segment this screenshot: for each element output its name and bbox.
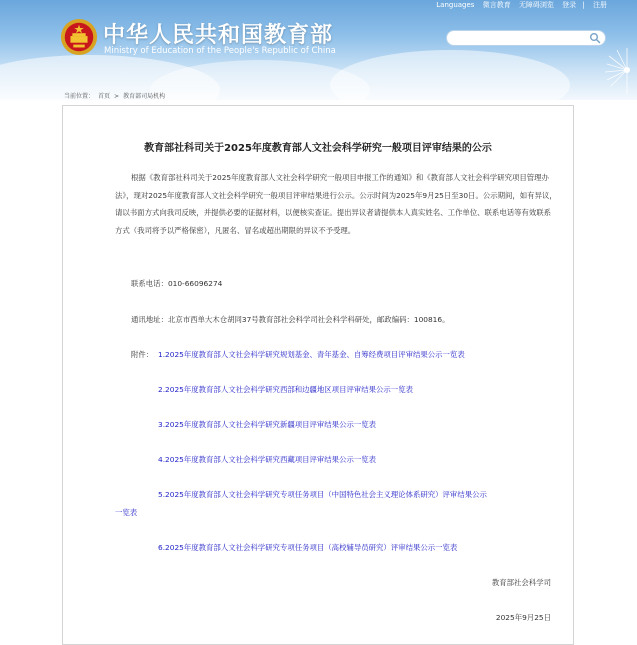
chevron-right-icon: > <box>114 93 120 100</box>
top-link-accessibility[interactable]: 无障碍浏览 <box>518 1 554 9</box>
article-title: 教育部社科司关于2025年度教育部人文社会科学研究一般项目评审结果的公示 <box>144 143 492 154</box>
search-input[interactable] <box>446 30 606 46</box>
breadcrumb-label: 当前位置： <box>64 93 95 100</box>
top-link-weiyan[interactable]: 微言教育 <box>482 1 511 9</box>
top-links <box>430 0 607 10</box>
site-subtitle: Ministry of Education of the People's Republic of China <box>104 46 336 56</box>
top-link-login[interactable]: 登录 <box>562 1 577 9</box>
cloud-decoration <box>330 50 570 100</box>
attachments-label: 附件： <box>131 350 154 359</box>
attachment-link-5[interactable]: 5.2025年度教育部人文社会科学研究专项任务项目（中国特色社会主义理论体系研究）评审结果公示 <box>158 490 487 499</box>
article-paragraph: 根据《教育部社科司关于2025年度教育部人文社会科学研究一般项目申报工作的通知》和《教育部人文社会科学研究项目管理办法》，现对2025年度教育部人文社会科学研究一般项目评审结果进行公示。公示时间为2025年9月25日至30日。公示期间，如有异议，请以书面方式向我司反映，并提供必要的证据材料，以便核实查证。提出异议者请提供本人真实姓名、工作单位、联系电话等有效联系方式（我司将予以严格保密），凡匿名、冒名或超出期限的异议不予受理。 <box>115 173 557 235</box>
publish-date: 2025年9月25日 <box>495 613 551 622</box>
attachment-link-5-continued[interactable]: 一览表 <box>115 508 138 517</box>
attachment-link-4[interactable]: 4.2025年度教育部人文社会科学研究西藏项目评审结果公示一览表 <box>158 455 377 464</box>
signature: 教育部社会科学司 <box>491 578 551 587</box>
top-link-languages[interactable]: Languages <box>436 1 475 9</box>
divider: | <box>582 1 585 9</box>
dandelion-icon <box>597 40 637 100</box>
attachment-link-2[interactable]: 2.2025年度教育部人文社会科学研究西部和边疆地区项目评审结果公示一览表 <box>158 385 413 394</box>
national-emblem-icon[interactable] <box>60 18 98 56</box>
site-header <box>0 0 637 100</box>
site-title[interactable]: 中华人民共和国教育部 <box>103 22 334 48</box>
top-link-register[interactable]: 注册 <box>593 1 607 9</box>
breadcrumb <box>64 91 169 100</box>
contact-phone: 联系电话：010-66096274 <box>131 279 223 288</box>
breadcrumb-home[interactable]: 首页 <box>98 93 111 100</box>
attachment-link-1[interactable]: 1.2025年度教育部人文社会科学研究规划基金、青年基金、自筹经费项目评审结果公示一览表 <box>158 350 465 359</box>
attachment-link-3[interactable]: 3.2025年度教育部人文社会科学研究新疆项目评审结果公示一览表 <box>158 420 377 429</box>
article-panel <box>62 105 574 645</box>
attachment-link-6[interactable]: 6.2025年度教育部人文社会科学研究专项任务项目（高校辅导员研究）评审结果公示一览表 <box>158 543 458 552</box>
contact-address: 通讯地址：北京市西单大木仓胡同37号教育部社会科学司社会科学科研处，邮政编码：100816。 <box>131 315 450 324</box>
breadcrumb-current[interactable]: 教育部司局机构 <box>123 93 166 100</box>
